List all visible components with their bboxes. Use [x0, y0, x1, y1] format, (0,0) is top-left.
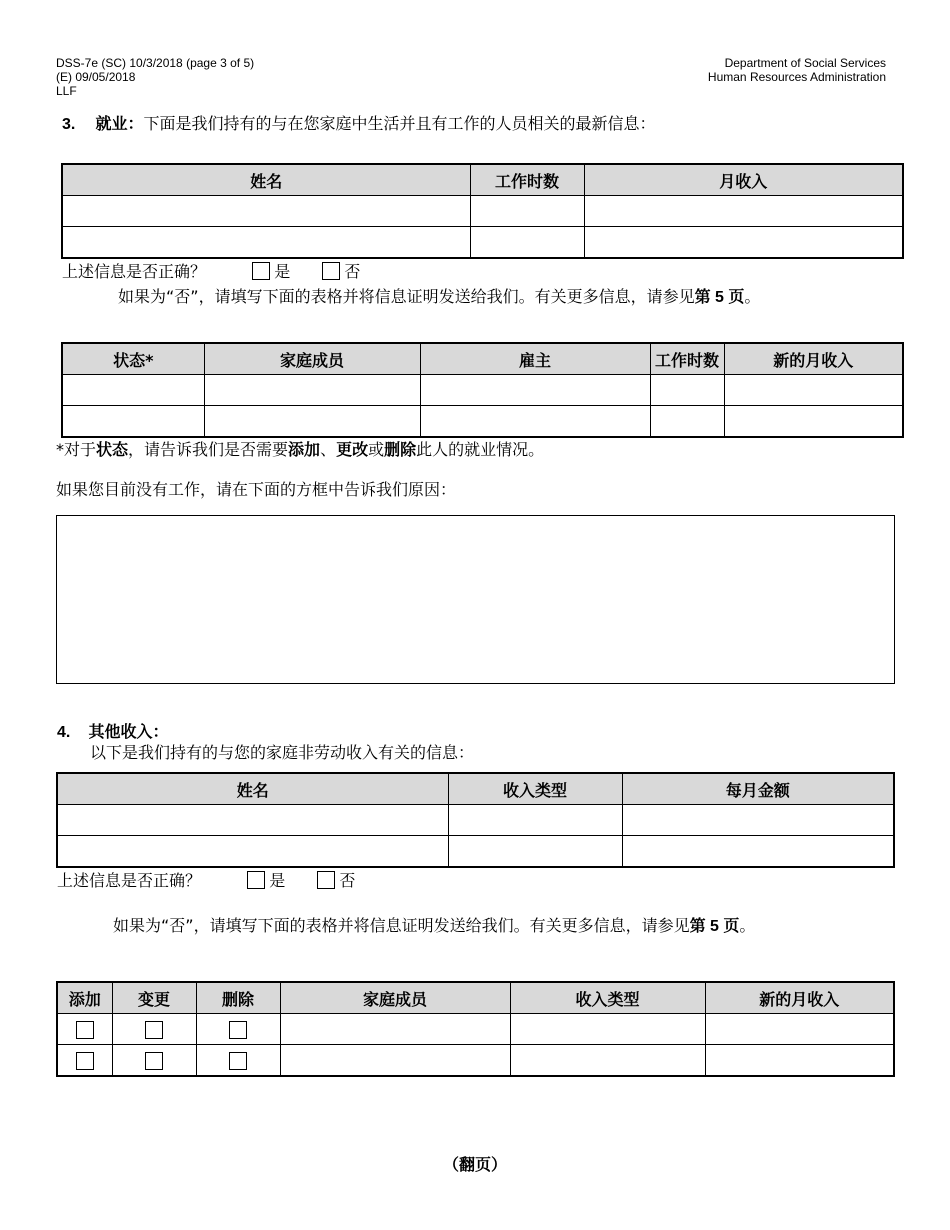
col-header-work-hours: 工作时数	[470, 164, 584, 196]
section4-correct-question	[57, 871, 355, 891]
table-cell[interactable]	[622, 836, 894, 868]
table-row	[62, 196, 903, 227]
section4-yes-checkbox[interactable]	[247, 871, 265, 889]
section4-changes-table	[56, 981, 895, 1077]
section4-income-table	[56, 772, 895, 868]
table-cell	[196, 1045, 280, 1077]
no-label: 否	[344, 262, 361, 281]
table-row	[62, 227, 903, 259]
table-cell[interactable]	[448, 836, 622, 868]
period: 。	[739, 916, 756, 935]
table-cell[interactable]	[470, 227, 584, 259]
table-row	[57, 805, 894, 836]
department-name: Department of Social Services	[724, 56, 886, 70]
page-reference: 第 5 页	[689, 918, 740, 935]
question-text: 上述信息是否正确？	[62, 262, 207, 281]
col-header-add: 添加	[57, 982, 112, 1014]
table-cell[interactable]	[57, 836, 448, 868]
footnote-status: 状态	[96, 440, 129, 459]
col-header-new-monthly-income: 新的月收入	[705, 982, 894, 1014]
table-cell[interactable]	[470, 196, 584, 227]
table-cell[interactable]	[204, 375, 420, 406]
col-header-employer: 雇主	[420, 343, 650, 375]
table-row	[57, 836, 894, 868]
section3-title: 就业：	[95, 114, 144, 133]
footnote-change: 更改	[336, 440, 369, 459]
col-header-name: 姓名	[57, 773, 448, 805]
col-header-income-type: 收入类型	[510, 982, 705, 1014]
turn-page-note: （翻页）	[442, 1155, 507, 1174]
change-checkbox[interactable]	[145, 1052, 163, 1070]
table-cell[interactable]	[62, 227, 470, 259]
table-cell[interactable]	[705, 1014, 894, 1045]
section4-number: 4.	[57, 724, 71, 741]
table-cell[interactable]	[724, 375, 903, 406]
col-header-income-type: 收入类型	[448, 773, 622, 805]
col-header-status: 状态*	[62, 343, 204, 375]
table-cell[interactable]	[510, 1014, 705, 1045]
table-cell[interactable]	[510, 1045, 705, 1077]
table-cell[interactable]	[204, 406, 420, 438]
footnote-add: 添加	[288, 440, 321, 459]
yes-label: 是	[274, 262, 291, 281]
section4-if-no-instruction	[113, 916, 755, 937]
section3-intro: 下面是我们持有的与在您家庭中生活并且有工作的人员相关的最新信息：	[143, 114, 656, 133]
add-checkbox[interactable]	[76, 1052, 94, 1070]
table-header-row	[62, 164, 903, 196]
no-work-prompt: 如果您目前没有工作，请在下面的方框中告诉我们原因：	[56, 480, 457, 499]
instruction-text: 如果为“否”，请填写下面的表格并将信息证明发送给我们。有关更多信息，请参见	[118, 287, 695, 306]
section4-no-checkbox[interactable]	[317, 871, 335, 889]
form-code: LLF	[56, 84, 77, 98]
section4-heading	[57, 722, 169, 743]
section3-yes-checkbox[interactable]	[252, 262, 270, 280]
table-row	[57, 1014, 894, 1045]
table-cell	[196, 1014, 280, 1045]
table-cell	[112, 1014, 196, 1045]
col-header-work-hours: 工作时数	[650, 343, 724, 375]
table-header-row	[57, 773, 894, 805]
table-cell[interactable]	[650, 375, 724, 406]
table-cell[interactable]	[62, 406, 204, 438]
table-cell[interactable]	[448, 805, 622, 836]
table-cell[interactable]	[650, 406, 724, 438]
footnote-text: 或	[368, 440, 385, 459]
table-cell	[57, 1014, 112, 1045]
status-footnote	[56, 440, 544, 460]
no-label: 否	[339, 871, 356, 890]
section3-if-no-instruction	[118, 287, 760, 308]
table-row	[62, 375, 903, 406]
no-work-reason-box[interactable]	[56, 515, 895, 684]
col-header-name: 姓名	[62, 164, 470, 196]
administration-name: Human Resources Administration	[707, 70, 886, 84]
table-cell[interactable]	[280, 1045, 510, 1077]
form-header-left	[56, 56, 254, 98]
table-cell[interactable]	[622, 805, 894, 836]
col-header-household-member: 家庭成员	[204, 343, 420, 375]
footnote-text: 此人的就业情况。	[416, 440, 545, 459]
delete-checkbox[interactable]	[229, 1021, 247, 1039]
table-cell[interactable]	[420, 375, 650, 406]
question-text: 上述信息是否正确？	[57, 871, 202, 890]
col-header-monthly-amount: 每月金额	[622, 773, 894, 805]
table-row	[62, 406, 903, 438]
table-cell[interactable]	[420, 406, 650, 438]
footnote-text: ，请告诉我们是否需要	[128, 440, 289, 459]
footnote-text: 、	[320, 440, 337, 459]
form-header-right	[708, 56, 886, 84]
change-checkbox[interactable]	[145, 1021, 163, 1039]
period: 。	[744, 287, 761, 306]
table-cell[interactable]	[584, 227, 903, 259]
section4-intro: 以下是我们持有的与您的家庭非劳动收入有关的信息：	[90, 743, 475, 762]
table-cell[interactable]	[57, 805, 448, 836]
section3-number: 3.	[62, 116, 76, 133]
add-checkbox[interactable]	[76, 1021, 94, 1039]
col-header-household-member: 家庭成员	[280, 982, 510, 1014]
section3-no-checkbox[interactable]	[322, 262, 340, 280]
section3-heading	[62, 114, 656, 135]
section3-employment-table	[61, 163, 904, 259]
table-cell[interactable]	[62, 196, 470, 227]
table-cell[interactable]	[584, 196, 903, 227]
table-cell	[112, 1045, 196, 1077]
form-edition: (E) 09/05/2018	[56, 70, 136, 84]
table-cell[interactable]	[280, 1014, 510, 1045]
table-header-row	[57, 982, 894, 1014]
col-header-delete: 删除	[196, 982, 280, 1014]
page-reference: 第 5 页	[694, 289, 745, 306]
table-header-row	[62, 343, 903, 375]
section3-correct-question	[62, 262, 360, 282]
table-cell[interactable]	[62, 375, 204, 406]
instruction-text: 如果为“否”，请填写下面的表格并将信息证明发送给我们。有关更多信息，请参见	[113, 916, 690, 935]
table-row	[57, 1045, 894, 1077]
table-cell[interactable]	[724, 406, 903, 438]
delete-checkbox[interactable]	[229, 1052, 247, 1070]
form-id: DSS-7e (SC) 10/3/2018 (page 3 of 5)	[56, 56, 255, 70]
section4-title: 其他收入：	[88, 722, 169, 741]
table-cell	[57, 1045, 112, 1077]
col-header-new-monthly-income: 新的月收入	[724, 343, 903, 375]
col-header-monthly-income: 月收入	[584, 164, 903, 196]
col-header-change: 变更	[112, 982, 196, 1014]
footnote-text: *对于	[56, 440, 97, 459]
yes-label: 是	[269, 871, 286, 890]
footnote-delete: 删除	[384, 440, 417, 459]
section3-changes-table	[61, 342, 904, 438]
table-cell[interactable]	[705, 1045, 894, 1077]
